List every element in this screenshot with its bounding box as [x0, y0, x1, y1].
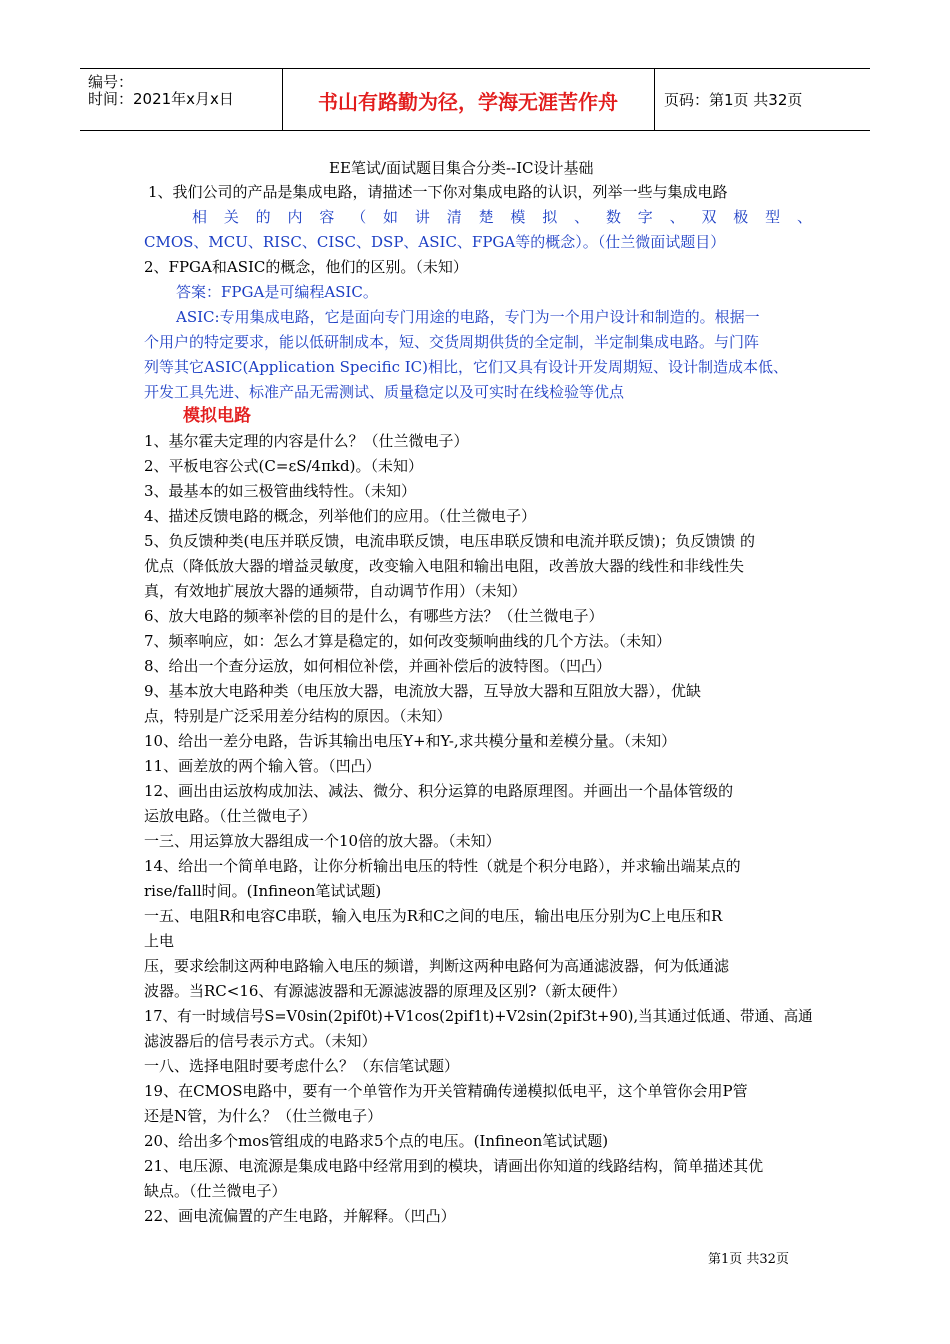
question-line: 4、描述反馈电路的概念，列举他们的应用。（仕兰微电子）: [144, 507, 537, 525]
answer-line: 列等其它ASIC(Application Specific IC)相比，它们又具有设计开发周期短、设计制造成本低、: [144, 358, 789, 376]
question-line: 11、画差放的两个输入管。（凹凸）: [144, 757, 381, 775]
question-line: 9、基本放大电路种类（电压放大器，电流放大器，互导放大器和互阻放大器），优缺: [144, 682, 702, 700]
doc-date-label: 时间：2021年x月x日: [88, 90, 234, 108]
answer-line: 个用户的特定要求，能以低研制成本，短、交货周期供货的全定制，半定制集成电路。与门阵: [144, 333, 760, 351]
header-motto-cell: [282, 69, 655, 130]
question-line: 压，要求绘制这两种电路输入电压的频谱，判断这两种电路何为高通滤波器，何为低通滤: [144, 957, 730, 975]
question-line: 2、FPGA和ASIC的概念，他们的区别。（未知）: [144, 258, 468, 276]
header-page-cell: [654, 69, 870, 130]
question-line: 2、平板电容公式(C=εS/4πkd)。（未知）: [144, 457, 423, 475]
question-line: 12、画出由运放构成加法、减法、微分、积分运算的电路原理图。并画出一个晶体管级的: [144, 782, 734, 800]
question-line: 6、放大电路的频率补偿的目的是什么，有哪些方法？（仕兰微电子）: [144, 607, 604, 625]
question-line: 还是N管，为什么？（仕兰微电子）: [144, 1107, 383, 1125]
question-line: 相关的内容（如讲清楚模拟、数字、双极型、: [192, 208, 812, 226]
question-line: 21、电压源、电流源是集成电路中经常用到的模块，请画出你知道的线路结构，简单描述其优: [144, 1157, 764, 1175]
question-line: 5、负反馈种类(电压并联反馈，电流串联反馈，电压串联反馈和电流并联反馈)；负反馈馈 的: [144, 532, 756, 550]
question-line: 20、给出多个mos管组成的电路求5个点的电压。(Infineon笔试试题): [144, 1132, 609, 1150]
question-line: 3、最基本的如三极管曲线特性。（未知）: [144, 482, 417, 500]
question-line: 真，有效地扩展放大器的通频带，自动调节作用）（未知）: [144, 582, 527, 600]
question-line: 一三、用运算放大器组成一个10倍的放大器。（未知）: [144, 832, 501, 850]
question-line: 点，特别是广泛采用差分结构的原因。（未知）: [144, 707, 452, 725]
question-line: 22、画电流偏置的产生电路，并解释。（凹凸）: [144, 1207, 456, 1225]
question-line: 14、给出一个简单电路，让你分析输出电压的特性（就是个积分电路），并求输出端某点的: [144, 857, 741, 875]
question-line: 1、基尔霍夫定理的内容是什么？（仕兰微电子）: [144, 432, 469, 450]
page-header: [80, 68, 870, 131]
question-line: CMOS、MCU、RISC、CISC、DSP、ASIC、FPGA等的概念）。（仕兰微面试题目）: [144, 233, 726, 251]
section-heading: 模拟电路: [183, 406, 251, 426]
answer-line: 答案：FPGA是可编程ASIC。: [176, 283, 378, 301]
question-line: 17、有一时域信号S=V0sin(2pif0t)+V1cos(2pif1t)+V2sin(2pif3t+90),当其通过低通、带通、高通: [144, 1007, 813, 1025]
question-line: 滤波器后的信号表示方式。（未知）: [144, 1032, 377, 1050]
question-line: 缺点。（仕兰微电子）: [144, 1182, 287, 1200]
question-line: 波器。当RC<16、有源滤波器和无源滤波器的原理及区别?（新太硬件）: [144, 982, 627, 1000]
question-line: 上电: [144, 932, 175, 950]
answer-line: ASIC:专用集成电路，它是面向专门用途的电路，专门为一个用户设计和制造的。根据一: [176, 308, 760, 326]
question-line: rise/fall时间。(Infineon笔试试题): [144, 882, 382, 900]
doc-title: EE笔试/面试题目集合分类--IC设计基础: [329, 159, 594, 177]
doc-number-label: 编号：: [88, 73, 134, 91]
question-line: 1、我们公司的产品是集成电路，请描述一下你对集成电路的认识，列举一些与集成电路: [148, 183, 728, 201]
page-footer-number: 第1页 共32页: [708, 1252, 789, 1267]
header-page-number: 页码：第1页 共32页: [664, 91, 803, 109]
question-line: 运放电路。（仕兰微电子）: [144, 807, 317, 825]
answer-line: 开发工具先进、标准产品无需测试、质量稳定以及可实时在线检验等优点: [144, 383, 625, 401]
question-line: 优点（降低放大器的增益灵敏度，改变输入电阻和输出电阻，改善放大器的线性和非线性失: [144, 557, 745, 575]
question-line: 8、给出一个查分运放，如何相位补偿，并画补偿后的波特图。（凹凸）: [144, 657, 612, 675]
question-line: 10、给出一差分电路，告诉其输出电压Y+和Y-,求共模分量和差模分量。（未知）: [144, 732, 677, 750]
question-line: 一五、电阻R和电容C串联，输入电压为R和C之间的电压，输出电压分别为C上电压和R: [144, 907, 723, 925]
question-line: 7、频率响应，如：怎么才算是稳定的，如何改变频响曲线的几个方法。（未知）: [144, 632, 672, 650]
question-line: 一八、选择电阻时要考虑什么？（东信笔试题）: [144, 1057, 460, 1075]
header-motto: 书山有路勤为径，学海无涯苦作舟: [318, 90, 618, 114]
question-line: 19、在CMOS电路中，要有一个单管作为开关管精确传递模拟低电平，这个单管你会用P管: [144, 1082, 748, 1100]
header-meta-cell: [80, 69, 283, 130]
